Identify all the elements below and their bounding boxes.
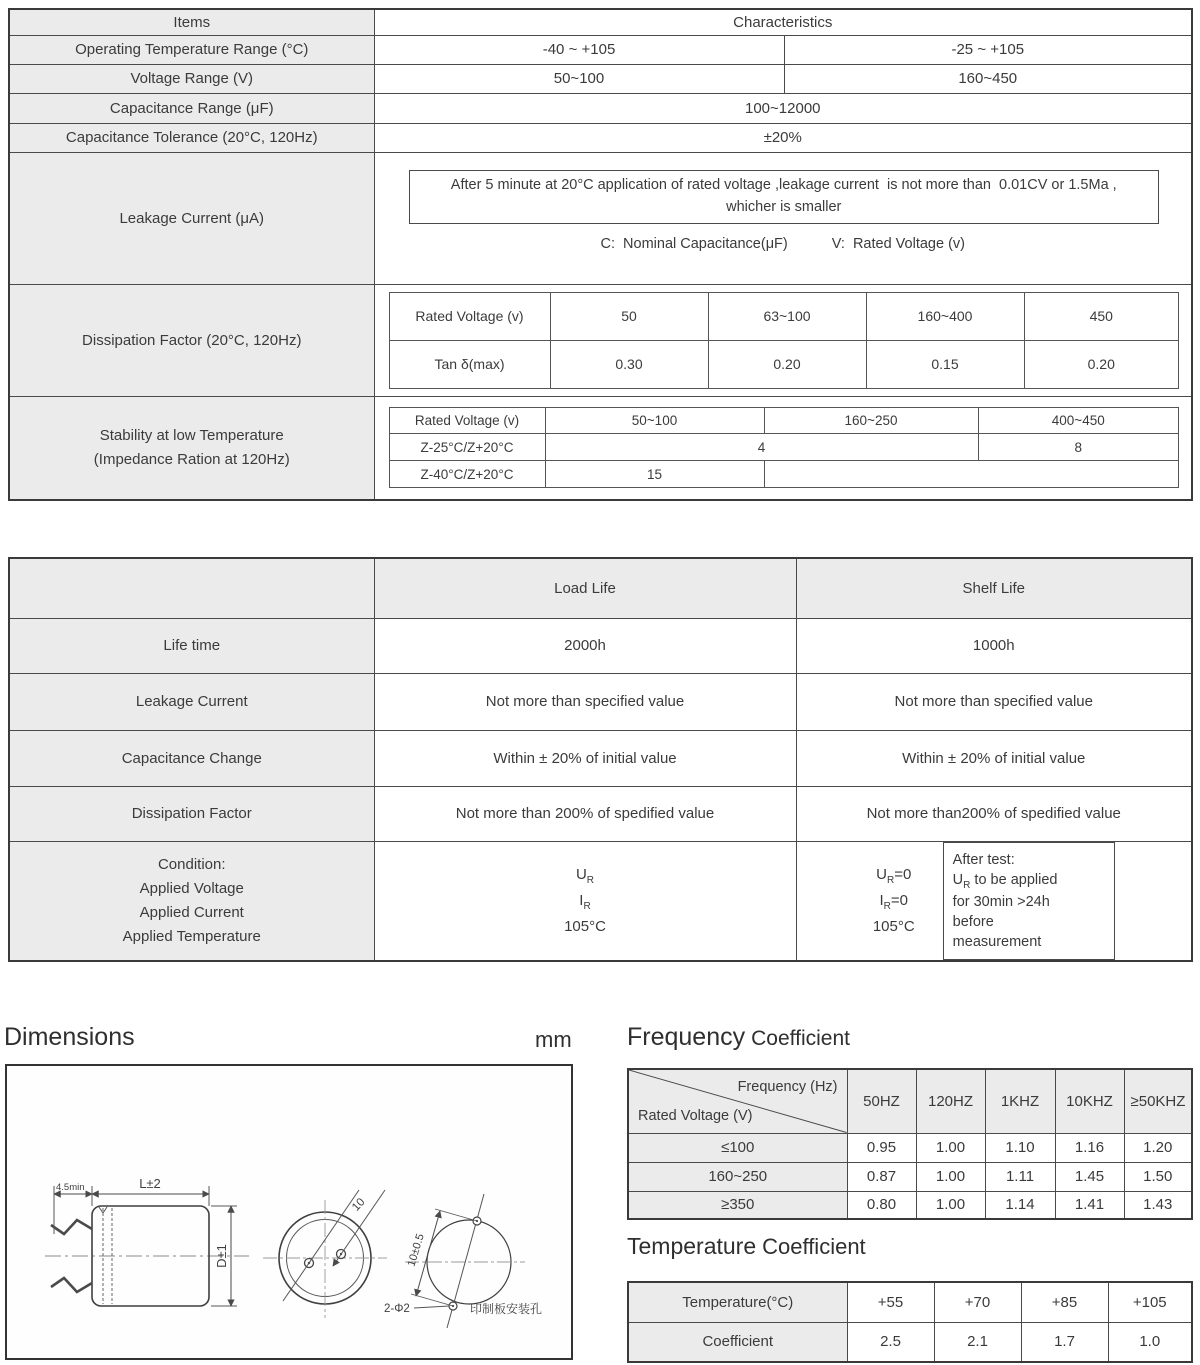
coeff-row-label: Coefficient: [628, 1322, 847, 1362]
dissipation-subtable: [389, 292, 1180, 389]
dissipation-voltage: 160~400: [866, 292, 1024, 340]
dissipation-voltage: 63~100: [708, 292, 866, 340]
stability-z25-value: 8: [978, 434, 1179, 461]
life-row-label: Capacitance Change: [9, 730, 374, 786]
life-load-value: 2000h: [374, 618, 796, 673]
freq-row-label: ≤100: [628, 1133, 847, 1162]
freq-col-header: 50HZ: [847, 1069, 916, 1133]
stability-voltage: 160~250: [764, 408, 978, 434]
dimensions-unit: mm: [535, 1027, 572, 1052]
stability-voltage: 400~450: [978, 408, 1179, 434]
freq-value: 1.00: [916, 1133, 985, 1162]
leakage-box-line2: whicher is smaller: [726, 198, 842, 215]
life-header-shelf: Shelf Life: [796, 558, 1192, 618]
after-test-box: After test: $U_R$ to be applied for 30min >24h before measurement: [943, 842, 1115, 961]
stability-label-line1: Stability at low Temperature: [99, 426, 284, 444]
freq-value: 0.87: [847, 1162, 916, 1191]
freq-row-label: ≥350: [628, 1191, 847, 1219]
freq-value: 1.41: [1055, 1191, 1124, 1219]
freq-corner-top: Frequency (Hz): [737, 1079, 838, 1095]
condition-label: Condition: Applied Voltage Applied Current Applied Temperature: [9, 841, 374, 961]
frequency-table: [627, 1068, 1193, 1220]
life-shelf-value: 1000h: [796, 618, 1192, 673]
dissipation-tan-value: 0.30: [550, 340, 708, 388]
dissipation-cell: [374, 284, 1192, 396]
leakage-note-v: V: Rated Voltage (v): [831, 235, 965, 252]
spec-row-label-temperature: Operating Temperature Range (°C): [9, 35, 374, 64]
spec-value-capacitance: 100~12000: [374, 93, 1192, 123]
freq-value: 1.11: [985, 1162, 1055, 1191]
leakage-spec-box: [409, 170, 1160, 224]
freq-corner-bottom: Rated Voltage (V): [638, 1107, 753, 1124]
stability-z40-value: 15: [545, 461, 764, 488]
dissipation-tan-value: 0.20: [1024, 340, 1179, 388]
dim-label-lead-min: 4.5min: [56, 1182, 85, 1193]
life-header-empty: [9, 558, 374, 618]
freq-value: 1.16: [1055, 1133, 1124, 1162]
temp-value: +55: [847, 1282, 934, 1322]
condition-shelf-value: $U_R=0$ $I_R=0$ 105°C: [872, 865, 915, 935]
freq-value: 0.95: [847, 1133, 916, 1162]
freq-value: 1.14: [985, 1191, 1055, 1219]
spec-row-label-tolerance: Capacitance Tolerance (20°C, 120Hz): [9, 123, 374, 152]
spec-row-label-leakage: Leakage Current (μA): [9, 152, 374, 284]
spec-value-temp-low: -40 ~ +105: [374, 35, 784, 64]
spec-header-items: Items: [9, 9, 374, 35]
freq-row-label: 160~250: [628, 1162, 847, 1191]
stability-subtable: [389, 407, 1180, 488]
dimensions-title: Dimensions: [4, 1023, 135, 1051]
stability-z25-label: Z-25°C/Z+20°C: [389, 434, 545, 461]
freq-value: 1.00: [916, 1191, 985, 1219]
dim-label-length: L±2: [139, 1176, 161, 1191]
freq-corner-cell: [628, 1069, 847, 1133]
stability-label-line2: (Impedance Ration at 120Hz): [93, 450, 290, 468]
dim-label-hole-note: 印制板安装孔: [470, 1302, 543, 1316]
leakage-note: [381, 236, 1186, 252]
stability-z40-empty: [764, 461, 1179, 488]
life-header-load: Load Life: [374, 558, 796, 618]
stability-voltage: 50~100: [545, 408, 764, 434]
temp-value: +105: [1108, 1282, 1192, 1322]
dissipation-voltage: 50: [550, 292, 708, 340]
spec-row-label-dissipation: Dissipation Factor (20°C, 120Hz): [9, 284, 374, 396]
freq-value: 1.50: [1124, 1162, 1192, 1191]
life-shelf-value: Not more than200% of spedified value: [796, 786, 1192, 841]
freq-col-header: 120HZ: [916, 1069, 985, 1133]
spec-header-characteristics: Characteristics: [374, 9, 1192, 35]
life-row-label: Dissipation Factor: [9, 786, 374, 841]
coeff-value: 2.5: [847, 1322, 934, 1362]
temperature-title: Temperature Coefficient: [627, 1233, 866, 1259]
dim-label-hole-size: 2-Φ2: [384, 1303, 410, 1315]
dim-label-hole-spacing: 10±0.5: [405, 1232, 427, 1268]
temp-row-label: Temperature(°C): [628, 1282, 847, 1322]
spec-value-voltage-low: 50~100: [374, 64, 784, 93]
life-row-label: Life time: [9, 618, 374, 673]
temp-value: +85: [1021, 1282, 1108, 1322]
spec-row-label-voltage: Voltage Range (V): [9, 64, 374, 93]
lead-top: [51, 1220, 92, 1234]
freq-value: 1.10: [985, 1133, 1055, 1162]
dissipation-tan-value: 0.15: [866, 340, 1024, 388]
capacitor-drawing: [7, 1066, 567, 1354]
spec-value-voltage-high: 160~450: [784, 64, 1192, 93]
dissipation-tan-value: 0.20: [708, 340, 866, 388]
temp-value: +70: [934, 1282, 1021, 1322]
condition-load-value: $U_R$ $I_R$ 105°C: [374, 841, 796, 961]
leakage-note-c: C: Nominal Capacitance(μF): [600, 235, 788, 252]
life-load-value: Within ± 20% of initial value: [374, 730, 796, 786]
life-table: [8, 557, 1193, 962]
frequency-title: Frequency Coefficient: [627, 1023, 850, 1051]
dim-label-diameter: D±1: [214, 1244, 229, 1268]
stability-rv-label: Rated Voltage (v): [389, 408, 545, 434]
leakage-box-line1: After 5 minute at 20°C application of rated voltage ,leakage current is not more than 0.01CV or 1.5Ma ,: [450, 176, 1117, 193]
dissipation-voltage: 450: [1024, 292, 1179, 340]
spec-row-label-capacitance: Capacitance Range (μF): [9, 93, 374, 123]
life-row-label: Leakage Current: [9, 673, 374, 730]
coeff-value: 1.7: [1021, 1322, 1108, 1362]
life-shelf-value: Within ± 20% of initial value: [796, 730, 1192, 786]
condition-shelf-cell: [796, 841, 1192, 961]
spec-table: [8, 8, 1193, 501]
spec-value-temp-high: -25 ~ +105: [784, 35, 1192, 64]
freq-col-header: ≥50KHZ: [1124, 1069, 1192, 1133]
leakage-cell: [374, 152, 1192, 284]
freq-value: 0.80: [847, 1191, 916, 1219]
stability-z25-value: 4: [545, 434, 978, 461]
dissipation-rv-label: Rated Voltage (v): [389, 292, 550, 340]
temperature-table: [627, 1281, 1193, 1363]
freq-value: 1.45: [1055, 1162, 1124, 1191]
life-shelf-value: Not more than specified value: [796, 673, 1192, 730]
freq-value: 1.43: [1124, 1191, 1192, 1219]
spec-row-label-stability: [9, 396, 374, 500]
dimensions-panel: [5, 1064, 573, 1360]
dissipation-tan-label: Tan δ(max): [389, 340, 550, 388]
stability-z40-label: Z-40°C/Z+20°C: [389, 461, 545, 488]
freq-col-header: 10KHZ: [1055, 1069, 1124, 1133]
spec-value-tolerance: ±20%: [374, 123, 1192, 152]
freq-value: 1.00: [916, 1162, 985, 1191]
freq-value: 1.20: [1124, 1133, 1192, 1162]
life-load-value: Not more than 200% of spedified value: [374, 786, 796, 841]
coeff-value: 1.0: [1108, 1322, 1192, 1362]
lead-bottom: [51, 1278, 92, 1292]
dim-label-pin-spacing: 10: [350, 1196, 368, 1214]
stability-cell: [374, 396, 1192, 500]
coeff-value: 2.1: [934, 1322, 1021, 1362]
freq-col-header: 1KHZ: [985, 1069, 1055, 1133]
life-load-value: Not more than specified value: [374, 673, 796, 730]
